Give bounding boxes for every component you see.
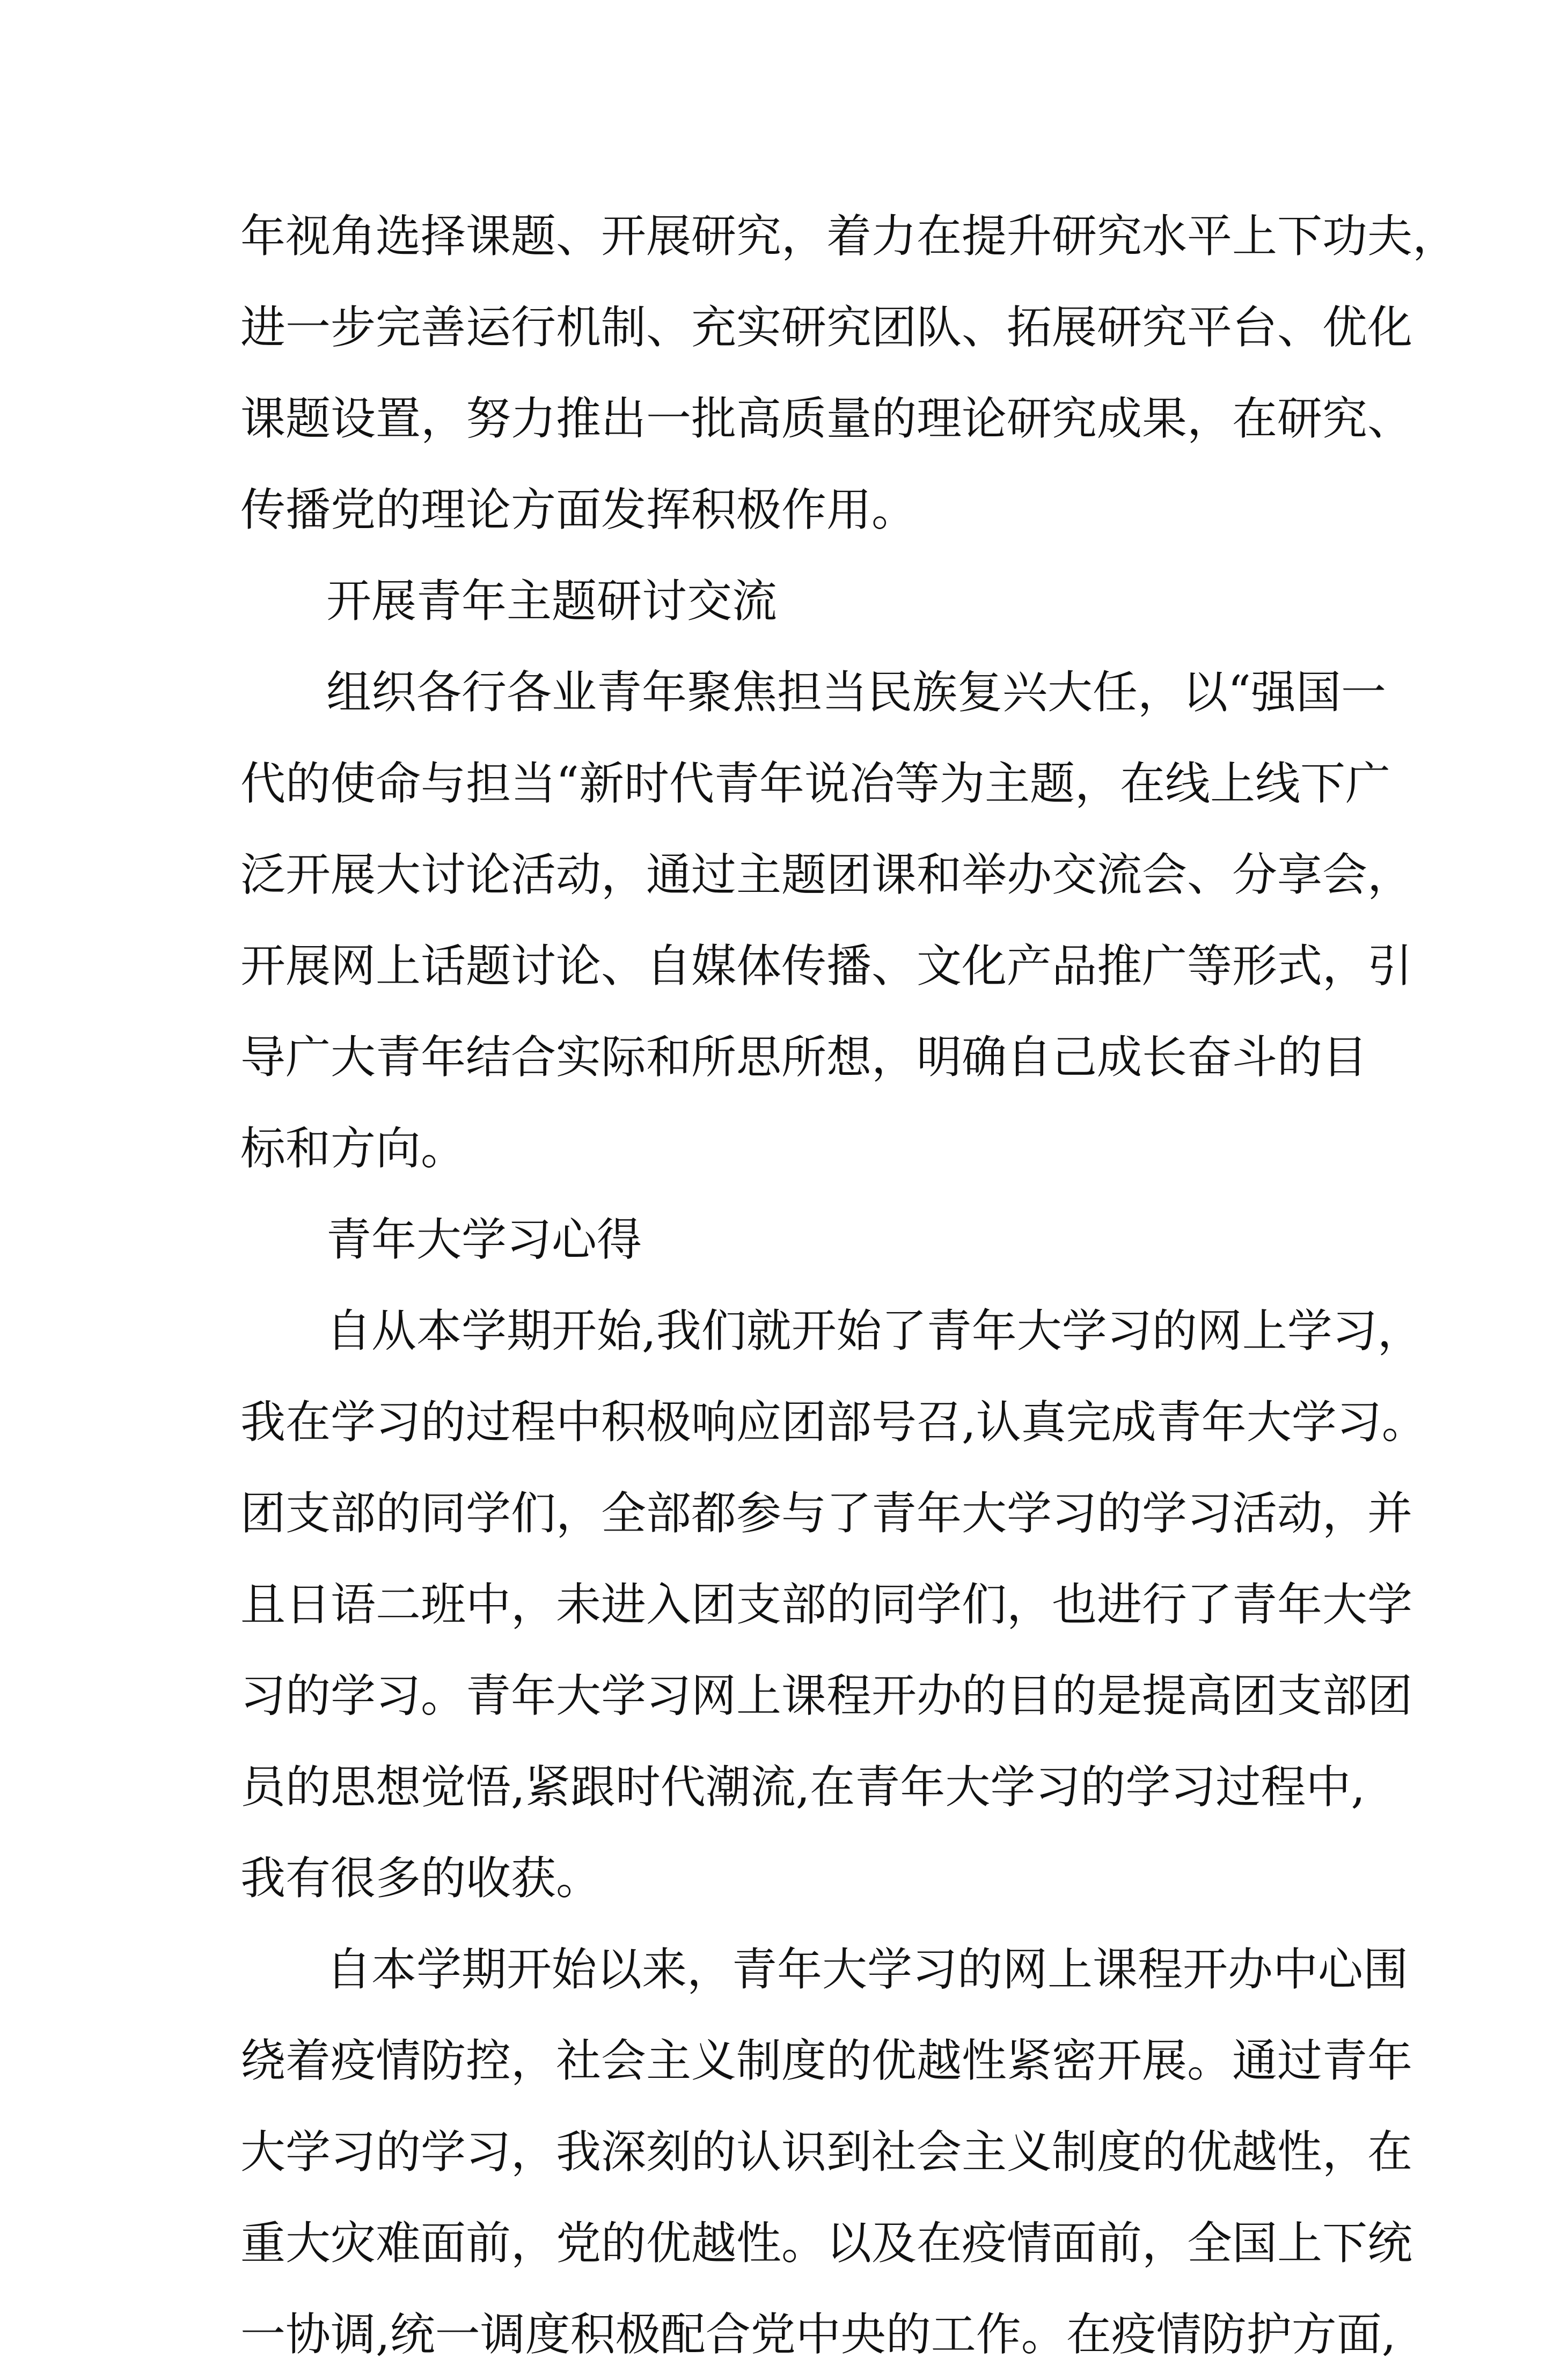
text-line: 导广大青年结合实际和所思所想，明确自己成长奋斗的目: [240, 1031, 1368, 1083]
text-line: 自从本学期开始,我们就开始了青年大学习的网上学习，: [326, 1305, 1423, 1357]
text-line: 进一步完善运行机制、充实研究团队、拓展研究平台、优化: [240, 301, 1413, 354]
text-line: 且日语二班中，未进入团支部的同学们，也进行了青年大学: [240, 1578, 1413, 1631]
text-line: 自本学期开始以来，青年大学习的网上课程开办中心围: [326, 1943, 1409, 1996]
text-line: 重大灾难面前，党的优越性。以及在疫情面前，全国上下统: [240, 2217, 1413, 2269]
text-line: 组织各行各业青年聚焦担当民族复兴大任，以“强国一: [326, 666, 1386, 719]
text-line: 习的学习。青年大学习网上课程开办的目的是提高团支部团: [240, 1669, 1413, 1722]
section-heading: [240, 555, 1354, 647]
text-line: 绕着疫情防控，社会主义制度的优越性紧密开展。通过青年: [240, 2034, 1413, 2087]
paragraph: [240, 1285, 1427, 1924]
text-line: 课题设置，努力推出一批高质量的理论研究成果，在研究、: [240, 392, 1413, 445]
heading-text: 青年大学习心得: [326, 1213, 642, 1266]
text-line: 标和方向。: [240, 1122, 466, 1175]
text-line: 我有很多的收获。: [240, 1852, 602, 1905]
text-line: 员的思想觉悟,紧跟时代潮流,在青年大学习的学习过程中,: [240, 1761, 1366, 1813]
heading-text: 开展青年主题研讨交流: [326, 575, 778, 627]
text-line: 代的使命与担当“新时代青年说冶等为主题，在线上线下广: [240, 757, 1390, 810]
text-line: 团支部的同学们，全部都参与了青年大学习的学习活动，并: [240, 1487, 1413, 1540]
paragraph: [240, 647, 1413, 1194]
text-line: 传播党的理论方面发挥积极作用。: [240, 484, 917, 536]
text-line: 泛开展大讨论活动，通过主题团课和举办交流会、分享会，: [240, 848, 1413, 901]
text-line: 一协调,统一调度积极配合党中央的工作。在疫情防护方面,: [240, 2308, 1396, 2361]
section-heading: [240, 1194, 1354, 1285]
text-line: 我在学习的过程中积极响应团部号召,认真完成青年大学习。: [240, 1396, 1427, 1448]
paragraph: [240, 1924, 1413, 2380]
text-line: 开展网上话题讨论、自媒体传播、文化产品推广等形式，引: [240, 940, 1413, 992]
text-line: 年视角选择课题、开展研究，着力在提升研究水平上下功夫，: [240, 210, 1458, 262]
document-body: [240, 191, 1458, 2380]
text-line: 大学习的学习，我深刻的认识到社会主义制度的优越性，在: [240, 2126, 1413, 2178]
paragraph-continuation: [240, 191, 1458, 555]
